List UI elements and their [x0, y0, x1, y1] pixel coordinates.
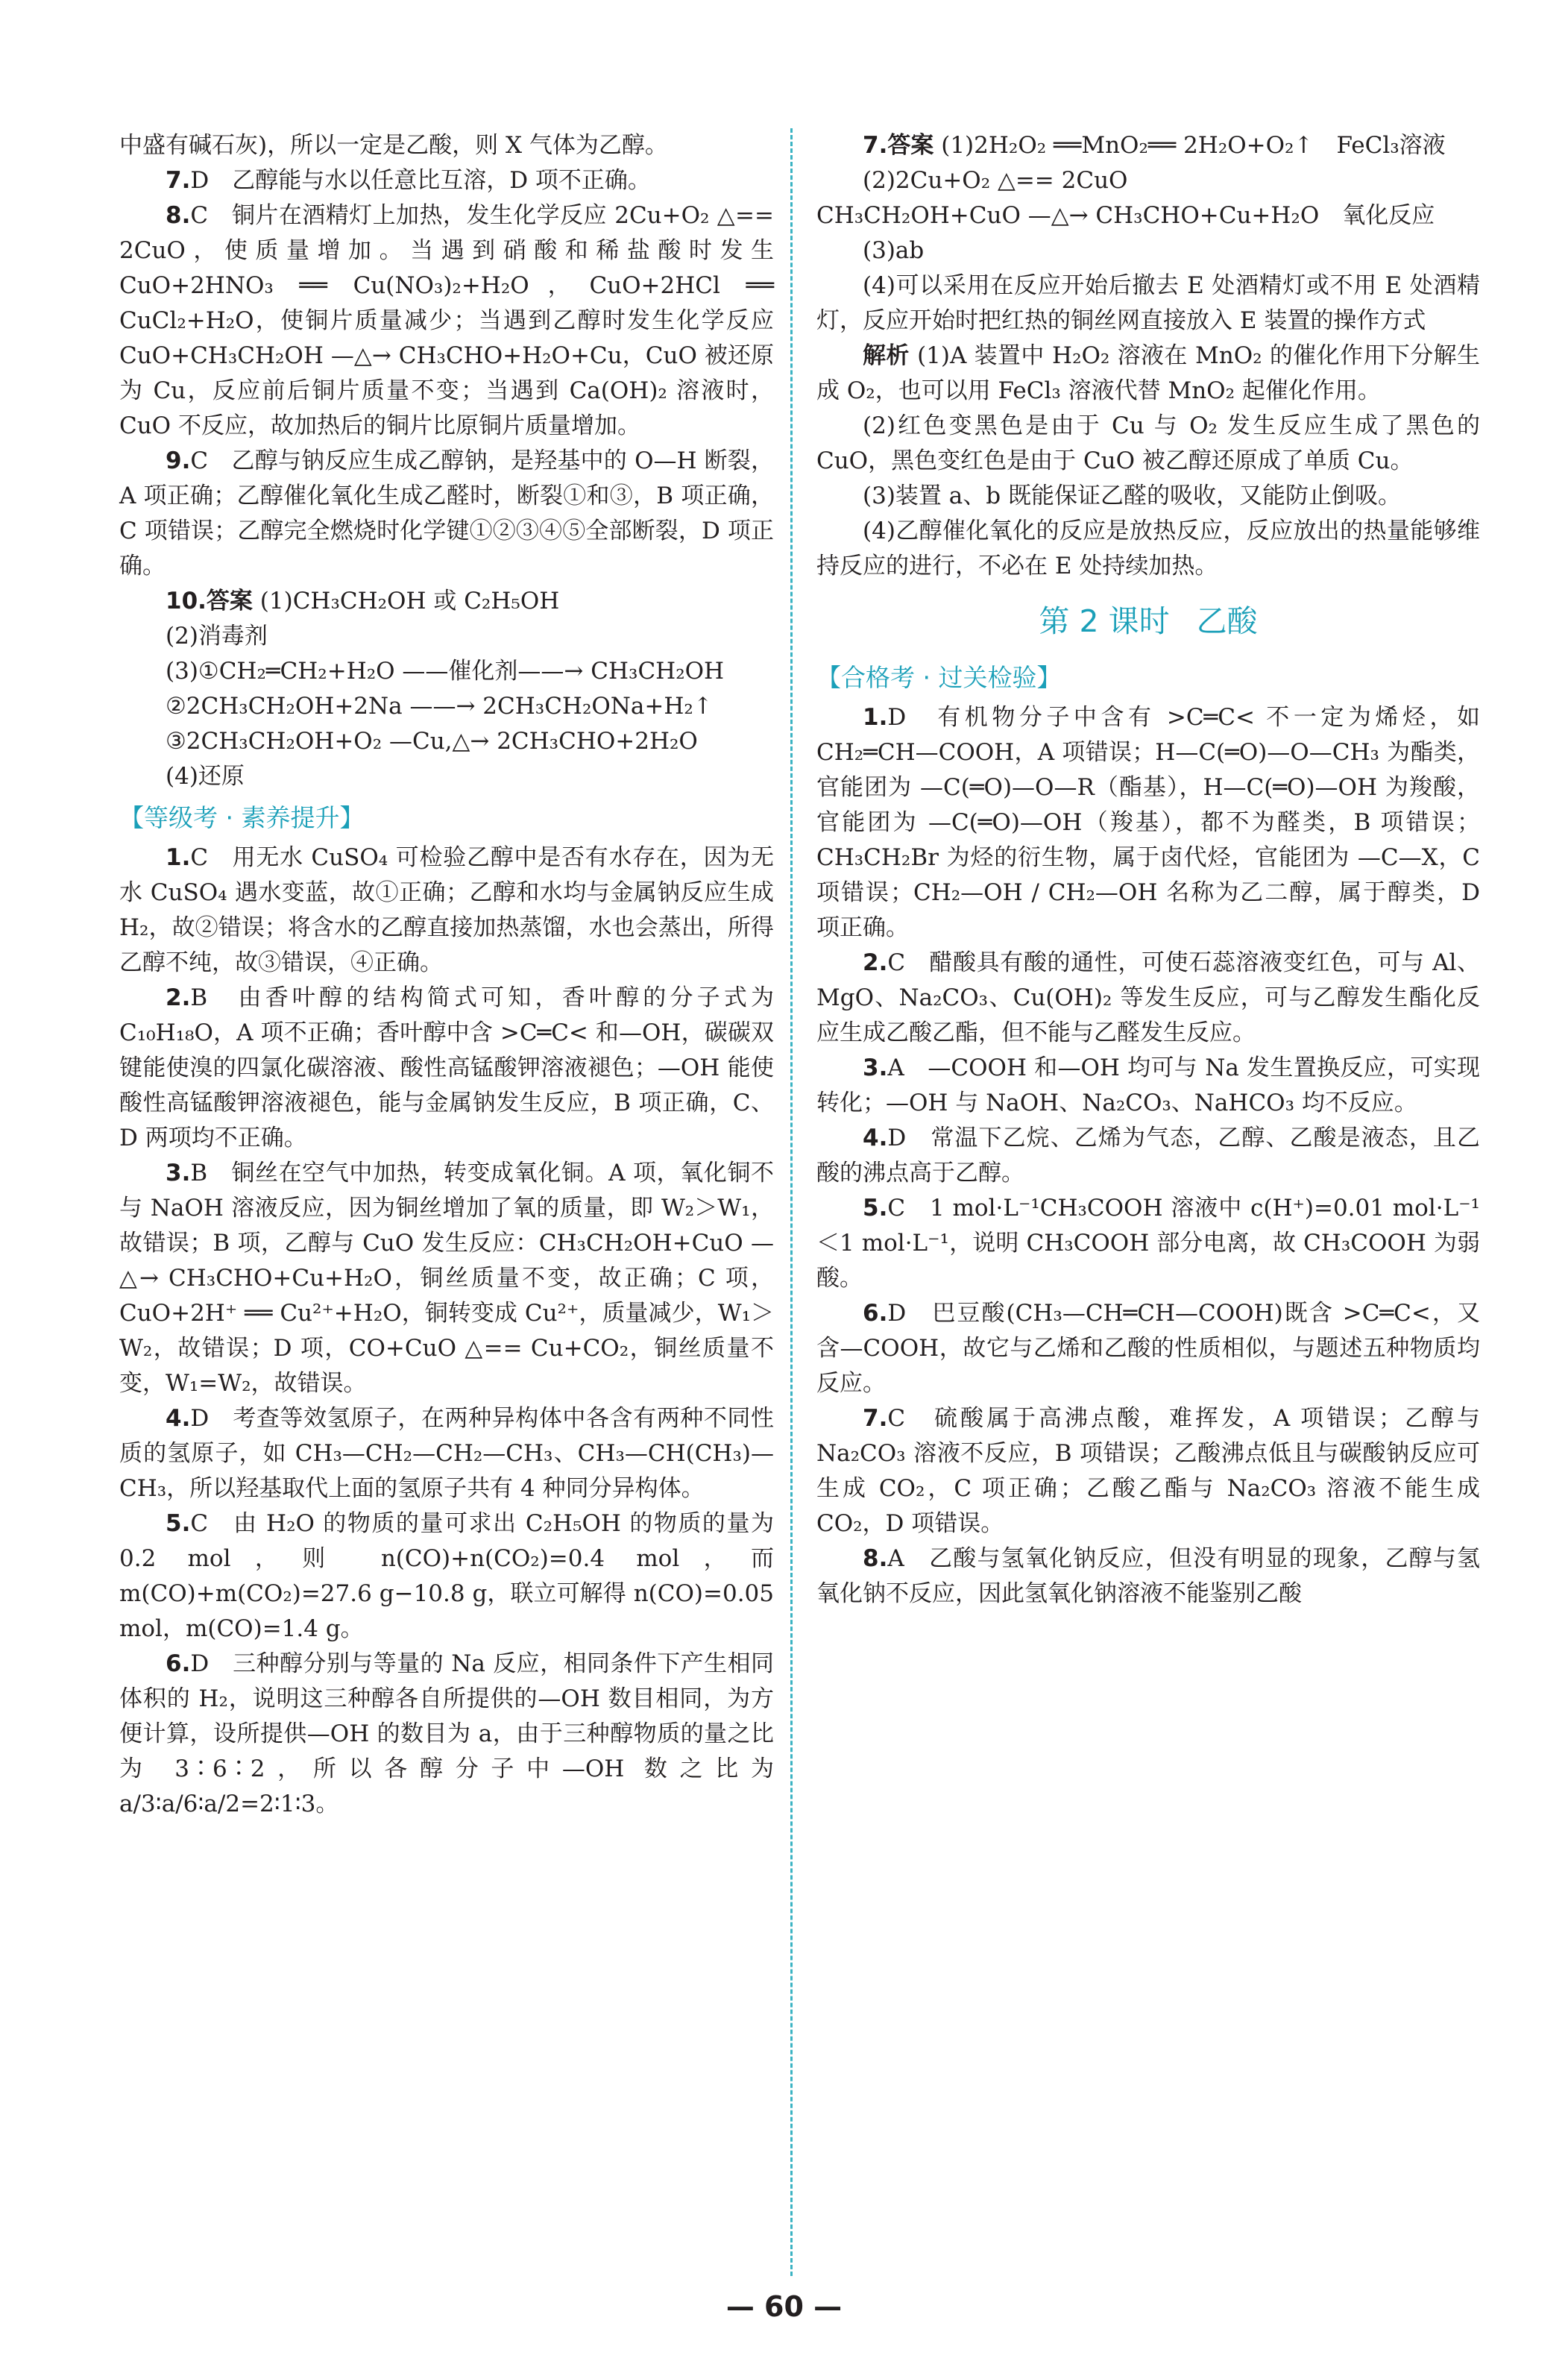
answer-g3 [119, 1156, 774, 1401]
analysis-1 [816, 339, 1480, 409]
item-number: 7. [863, 132, 888, 159]
answer-8 [119, 198, 774, 444]
analysis-4: (4)乙醇催化氧化的反应是放热反应，反应放出的热量能够维持反应的进行，不必在 E 处持续加热。 [816, 518, 1480, 579]
answer-text: C 硫酸属于高沸点酸，难挥发，A 项错误；乙醇与 Na₂CO₃ 溶液不反应，B 项错误；乙酸沸点低且与碳酸钠反应可生成 CO₂，C 项正确；乙酸乙酯与 Na₂CO₃ 溶液不能生成 CO₂，D 项错误。 [816, 1405, 1480, 1537]
item-number: 7. [863, 1405, 888, 1432]
answer-text: C 醋酸具有酸的通性，可使石蕊溶液变红色，可与 Al、MgO、Na₂CO₃、Cu(OH)₂ 等发生反应，可与乙醇发生酯化反应生成乙酸乙酯，但不能与乙醛发生反应。 [816, 949, 1480, 1046]
answer-g5 [119, 1506, 774, 1647]
answer-h7 [816, 1401, 1480, 1541]
item-number: 10. [166, 588, 207, 614]
answer-r7 [816, 128, 1480, 163]
answer-text: C 铜片在酒精灯上加热，发生化学反应 2Cu+O₂ △== 2CuO，使质量增加。当遇到硝酸和稀盐酸时发生 CuO+2HNO₃ ══ Cu(NO₃)₂+H₂O，CuO+2HCl ══ CuCl₂+H₂O，使铜片质量减少；当遇到乙醇时发生化学反应 CuO+CH₃CH₂OH —△→ CH₃CHO+H₂O+Cu，CuO 被还原为 Cu，反应前后铜片质量不变；当遇到 Ca(OH)₂ 溶液时，CuO 不反应，故加热后的铜片比原铜片质量增加。 [119, 202, 774, 439]
item-number: 6. [863, 1300, 888, 1327]
answer-7 [119, 163, 774, 198]
answer-h1 [816, 700, 1480, 946]
right-column [816, 128, 1480, 1612]
analysis-3: (3)装置 a、b 既能保证乙醛的吸收，又能防止倒吸。 [863, 482, 1401, 509]
paragraph: 中盛有碱石灰)，所以一定是乙酸，则 X 气体为乙醇。 [119, 132, 668, 159]
left-column [119, 128, 774, 1822]
answer-text: D 巴豆酸(CH₃—CH═CH—COOH)既含 >C═C<，又含—COOH，故它与乙烯和乙酸的性质相似，与题述五种物质均反应。 [816, 1300, 1480, 1397]
answer-text: C 1 mol·L⁻¹CH₃COOH 溶液中 c(H⁺)=0.01 mol·L⁻¹＜1 mol·L⁻¹，说明 CH₃COOH 部分电离，故 CH₃COOH 为弱酸。 [816, 1195, 1480, 1292]
answer-text: C 由 H₂O 的物质的量可求出 C₂H₅OH 的物质的量为 0.2 mol，则 n(CO)+n(CO₂)=0.4 mol，而 m(CO)+m(CO₂)=27.6 g−10.8 g，联立可解得 n(CO)=0.05 mol，m(CO)=1.4 g。 [119, 1510, 774, 1642]
answer-line: (2)消毒剂 [166, 623, 268, 650]
equation-line: ②2CH₃CH₂OH+2Na ——→ 2CH₃CH₂ONa+H₂↑ [166, 693, 713, 720]
equation-line: (2)2Cu+O₂ △== 2CuO [863, 167, 1128, 194]
column-divider [790, 128, 793, 2276]
item-number: 9. [166, 447, 191, 474]
item-number: 1. [863, 704, 888, 731]
answer-9 [119, 444, 774, 584]
item-number: 2. [863, 949, 888, 976]
answer-text: D 常温下乙烷、乙烯为气态，乙醇、乙酸是液态，且乙酸的沸点高于乙醇。 [816, 1125, 1480, 1186]
item-number: 8. [863, 1545, 888, 1572]
item-number: 3. [166, 1160, 191, 1186]
answer-h2 [816, 946, 1480, 1051]
answer-h5 [816, 1191, 1480, 1296]
item-number: 6. [166, 1650, 191, 1677]
section-heading: 【等级考 · 素养提升】 [119, 803, 365, 832]
section-heading: 【合格考 · 过关检验】 [816, 663, 1062, 692]
item-number: 7. [166, 167, 191, 194]
analysis-2: (2)红色变黑色是由于 Cu 与 O₂ 发生反应生成了黑色的 CuO，黑色变红色是由于 CuO 被乙醇还原成了单质 Cu。 [816, 412, 1480, 474]
analysis-text: (1)A 装置中 H₂O₂ 溶液在 MnO₂ 的催化作用下分解生成 O₂，也可以用 FeCl₃ 溶液代替 MnO₂ 起催化作用。 [816, 342, 1481, 404]
analysis-label: 解析 [863, 342, 910, 369]
answer-line: (3)ab [863, 237, 925, 264]
answer-text: B 由香叶醇的结构简式可知，香叶醇的分子式为 C₁₀H₁₈O，A 项不正确；香叶醇中含 >C═C< 和—OH，碳碳双键能使溴的四氯化碳溶液、酸性高锰酸钾溶液褪色；—OH 能使酸性高锰酸钾溶液褪色，能与金属钠发生反应，B 项正确，C、D 两项均不正确。 [119, 984, 774, 1151]
item-number: 4. [863, 1125, 888, 1151]
answer-text: D 有机物分子中含有 >C═C< 不一定为烯烃，如 CH₂═CH—COOH，A 项错误；H—C(═O)—O—CH₃ 为酯类，官能团为 —C(═O)—O—R（酯基），H—C(═O)—OH 为羧酸，官能团为 —C(═O)—OH（羧基），都不为醛类，B 项错误；CH₃CH₂Br 为烃的衍生物，属于卤代烃，官能团为 —C—X，C 项错误；CH₂—OH / CH₂—OH 名称为乙二醇，属于醇类，D 项正确。 [816, 704, 1480, 941]
equation-line: ③2CH₃CH₂OH+O₂ —Cu,△→ 2CH₃CHO+2H₂O [166, 728, 698, 755]
answer-text: (1)CH₃CH₂OH 或 C₂H₅OH [259, 588, 560, 614]
answer-h3 [816, 1051, 1480, 1121]
answer-g2 [119, 981, 774, 1156]
lesson-number: 第 2 课时 [1039, 603, 1170, 639]
answer-text: (1)2H₂O₂ ══MnO₂══ 2H₂O+O₂↑ FeCl₃溶液 [941, 132, 1446, 159]
answer-g1 [119, 840, 774, 981]
answer-h8 [816, 1541, 1480, 1612]
item-number: 3. [863, 1054, 888, 1081]
answer-text: C 用无水 CuSO₄ 可检验乙醇中是否有水存在，因为无水 CuSO₄ 遇水变蓝，故①正确；乙醇和水均与金属钠反应生成 H₂，故②错误；将含水的乙醇直接加热蒸馏，水也会蒸出，所得乙醇不纯，故③错误，④正确。 [119, 844, 774, 976]
answer-h4 [816, 1121, 1480, 1191]
answer-g6 [119, 1647, 774, 1822]
lesson-topic: 乙酸 [1196, 603, 1258, 639]
answer-text: A —COOH 和—OH 均可与 Na 发生置换反应，可实现转化；—OH 与 NaOH、Na₂CO₃、NaHCO₃ 均不反应。 [816, 1054, 1480, 1116]
item-number: 8. [166, 202, 191, 229]
answer-text: A 乙酸与氢氧化钠反应，但没有明显的现象，乙醇与氢氧化钠不反应，因此氢氧化钠溶液不能鉴别乙酸 [816, 1545, 1480, 1607]
answer-text: C 乙醇与钠反应生成乙醇钠，是羟基中的 O—H 断裂，A 项正确；乙醇催化氧化生成乙醛时，断裂①和③，B 项正确，C 项错误；乙醇完全燃烧时化学键①②③④⑤全部断裂，D 项正确。 [119, 447, 774, 579]
answer-10 [119, 584, 774, 619]
item-number: 4. [166, 1405, 191, 1432]
equation-line: (3)①CH₂═CH₂+H₂O ——催化剂——→ CH₃CH₂OH [166, 658, 725, 685]
answer-text: B 铜丝在空气中加热，转变成氧化铜。A 项，氧化铜不与 NaOH 溶液反应，因为铜丝增加了氧的质量，即 W₂＞W₁，故错误；B 项，乙醇与 CuO 发生反应：CH₃CH₂OH+CuO —△→ CH₃CHO+Cu+H₂O，铜丝质量不变，故正确；C 项，CuO+2H⁺ ══ Cu²⁺+H₂O，铜转变成 Cu²⁺，质量减少，W₁＞W₂，故错误；D 项，CO+CuO △== Cu+CO₂，铜丝质量不变，W₁=W₂，故错误。 [119, 1160, 774, 1397]
page-number: — 60 — [725, 2290, 843, 2323]
answer-label: 答案 [206, 588, 253, 614]
answer-line: (4)还原 [166, 763, 245, 790]
answer-label: 答案 [887, 132, 934, 159]
chapter-title [816, 588, 1480, 654]
answer-g4 [119, 1401, 774, 1506]
answer-text: D 考查等效氢原子，在两种异构体中各含有两种不同性质的氢原子，如 CH₃—CH₂—CH₂—CH₃、CH₃—CH(CH₃)—CH₃，所以羟基取代上面的氢原子共有 4 种同分异构体。 [119, 1405, 774, 1502]
answer-h6 [816, 1296, 1480, 1401]
equation-line: CH₃CH₂OH+CuO —△→ CH₃CHO+Cu+H₂O 氧化反应 [816, 202, 1435, 229]
answer-line: (4)可以采用在反应开始后撤去 E 处酒精灯或不用 E 处酒精灯，反应开始时把红热的铜丝网直接放入 E 装置的操作方式 [816, 272, 1480, 334]
item-number: 5. [166, 1510, 191, 1537]
answer-text: D 乙醇能与水以任意比互溶，D 项不正确。 [190, 167, 651, 194]
answer-text: D 三种醇分别与等量的 Na 反应，相同条件下产生相同体积的 H₂，说明这三种醇各自所提供的—OH 数目相同，为方便计算，设所提供—OH 的数目为 a，由于三种醇物质的量之比为 3∶6∶2，所以各醇分子中—OH 数之比为 a/3∶a/6∶a/2=2∶1∶3。 [119, 1650, 774, 1817]
item-number: 1. [166, 844, 191, 871]
item-number: 2. [166, 984, 191, 1011]
item-number: 5. [863, 1195, 888, 1222]
